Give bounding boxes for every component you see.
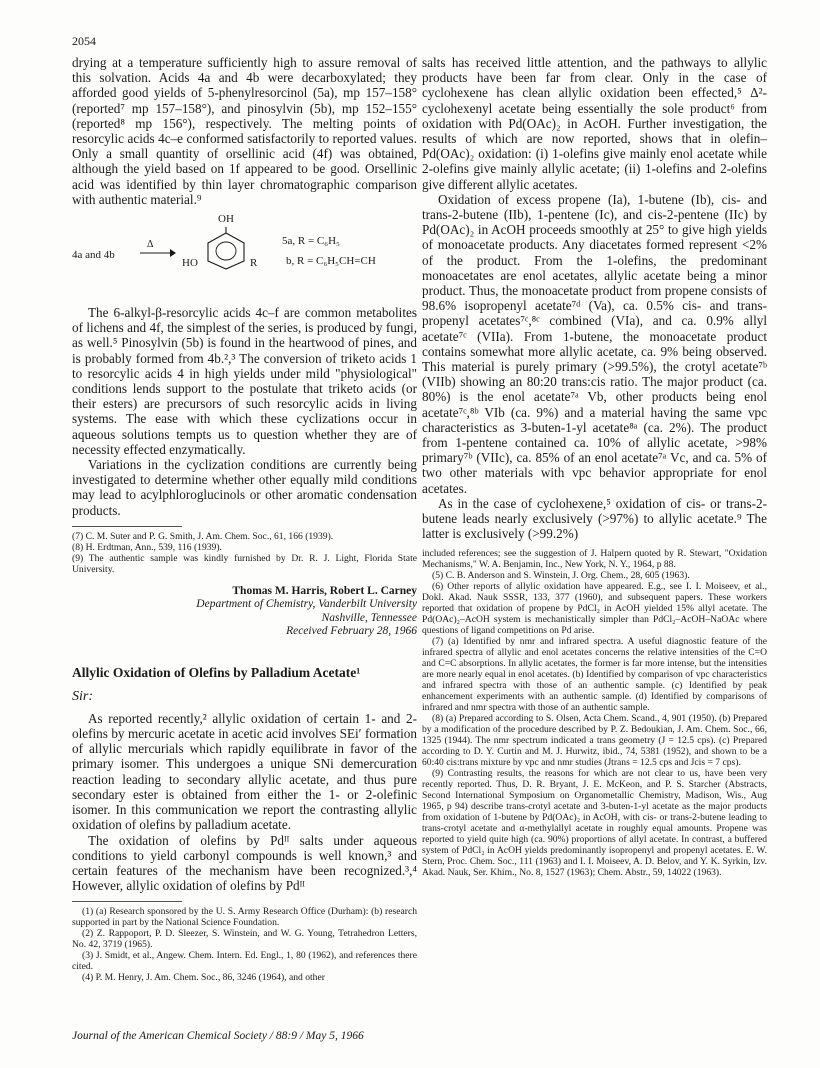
page-number: 2054 bbox=[72, 34, 96, 48]
substituent-5b: b, R = C₆H₅CH=CH bbox=[286, 255, 376, 268]
footnote-8: (8) H. Erdtman, Ann., 539, 116 (1939). bbox=[72, 541, 222, 553]
received-date: Received February 28, 1966 bbox=[286, 625, 417, 638]
footnote-9: (9) The authentic sample was kindly furnished by Dr. R. J. Light, Florida State University. bbox=[72, 552, 417, 575]
ho-label: HO bbox=[182, 257, 198, 270]
signature-block bbox=[72, 585, 417, 639]
left-paragraph-3: Variations in the cyclization conditions are currently being investigated to determine whether other equally mild conditions may lead to acylphloroglucinols or other aromatic condensation products. bbox=[72, 457, 417, 518]
footnote-2: (2) Z. Rappoport, P. D. Sleezer, S. Winstein, and W. G. Young, Tetrahedron Letters, No. 42, 3719 (1965). bbox=[72, 928, 417, 951]
left-column bbox=[72, 55, 417, 983]
footnote-4-cont: included references; see the suggestion of J. Halpern quoted by R. Stewart, "Oxidation Mechanisms," W. A. Benjamin, Inc., New York, N. Y., 1964, p 88. bbox=[422, 547, 767, 570]
right-column bbox=[422, 55, 767, 878]
author-names: Thomas M. Harris, Robert L. Carney bbox=[232, 584, 417, 597]
footnote-rule bbox=[72, 526, 182, 527]
right-paragraph-2: Oxidation of excess propene (Ia), 1-butene (Ib), cis- and trans-2-butene (IIb), 1-pentene (Ic), and cis-2-pentene (IIc) by Pd(OAc)₂ in AcOH proceeds smoothly at 25° to give high yields of monoacetate products. Any diacetates formed represent <2% of the product. From the 1-olefins, the predominant monoacetates are enol acetates, allylic acetate being a minor product. Thus, the monoacetate product from propene consists of 98.6% isopropenyl acetate⁷ᵈ (Va), ca. 0.5% cis- and trans-propenyl acetates⁷ᶜ,⁸ᶜ combined (VIa), and ca. 0.9% allyl acetate⁷ᶜ (VIIa). From 1-butene, the monoacetate product contains somewhat more allylic acetate, ca. 9% being observed. This material is purely primary (>99.5%), the crotyl acetate⁷ᵇ (VIIb) showing an 80:20 trans:cis ratio. The major product (ca. 80%) is the enol acetate⁷ᵃ Vb, other products being enol acetate⁷ᶜ,⁸ᵇ VIb (ca. 9%) and a material having the same vpc characteristics as 3-buten-1-yl acetate⁸ᵃ (ca. 2%). The product from 1-pentene contained ca. 10% of allylic acetate, >98% primary⁷ᵇ (VIIc), ca. 85% of an enol acetate⁷ᵃ Vc, and ca. 5% of two other materials with vpc behavior appropriate for enol acetates. bbox=[422, 191, 767, 496]
salutation: Sir: bbox=[72, 688, 93, 704]
benzene-ring-icon bbox=[202, 225, 254, 271]
footnote-7-detail: (7) (a) Identified by nmr and infrared spectra. A useful diagnostic feature of the infrared spectra of allylic and enol acetates concerns the relative intensities of the C=O and C=C absorptions. In allylic acetates, the former is far more intense, but the intensities are more nearly equal in enol acetates. (b) Identified by comparison of vpc characteristics and infrared spectra with those of an authentic sample. (c) Identified by peak enhancement experiments with an authentic sample. (d) Identified by comparisons of infrared and nmr spectra with those of an authentic sample. bbox=[422, 635, 767, 713]
footnote-5: (5) C. B. Anderson and S. Winstein, J. Org. Chem., 28, 605 (1963). bbox=[432, 569, 690, 581]
footnote-8-detail: (8) (a) Prepared according to S. Olsen, Acta Chem. Scand., 4, 901 (1950). (b) Prepared by a modification of the procedure described by P. Z. Bedoukian, J. Am. Chem. Soc., 66, 1325 (1944). The nmr spectrum indicated a trans geometry (J = 12.5 cps). (c) Prepared according to D. Y. Curtin and M. J. Hurwitz, ibid., 74, 5381 (1952), and shown to be a 60:40 cis:trans mixture by vpc and nmr studies (Jtrans = 12.5 cps and Jcis = 7 cps). bbox=[422, 712, 767, 768]
footnote-rule-2 bbox=[72, 901, 182, 902]
footnote-3: (3) J. Smidt, et al., Angew. Chem. Intern. Ed. Engl., 1, 80 (1962), and references there cited. bbox=[72, 950, 417, 973]
city: Nashville, Tennessee bbox=[321, 611, 417, 624]
footnote-1: (1) (a) Research sponsored by the U. S. Army Research Office (Durham): (b) research supported in part by the National Science Foundation. bbox=[72, 906, 417, 929]
left-paragraph-4: As reported recently,² allylic oxidation of certain 1- and 2-olefins by mercuric acetate in acetic acid involves SEi′ formation of allylic mercurials which rapidly equilibrate in favor of the primary isomer. This undergoes a unique SNi demercuration reaction leading to secondary allylic acetate, and thus pure secondary ester is obtained from either the 1- or 2-olefinic isomer. In this communication we report the contrasting allylic oxidation of olefins by palladium acetate. bbox=[72, 710, 417, 833]
heat-symbol: Δ bbox=[147, 239, 154, 251]
substituent-5a: 5a, R = C₆H₅ bbox=[282, 235, 340, 248]
right-paragraph-3: As in the case of cyclohexene,⁵ oxidation of cis- or trans-2-butene leads nearly exclusively (>97%) to allylic acetate.⁹ The latter is exclusively (>99.2%) bbox=[422, 495, 767, 542]
reactant-label: 4a and 4b bbox=[72, 249, 115, 262]
footnote-4: (4) P. M. Henry, J. Am. Chem. Soc., 86, 3246 (1964), and other bbox=[82, 972, 325, 984]
footnote-7: (7) C. M. Suter and P. G. Smith, J. Am. Chem. Soc., 61, 166 (1939). bbox=[72, 530, 334, 542]
left-paragraph-5: The oxidation of olefins by Pdᴵᴵ salts under aqueous conditions to yield carbonyl compounds is well known,³ and certain features of the mechanism have been recognized.³,⁴ However, allylic oxidation of olefins by Pdᴵᴵ bbox=[72, 832, 417, 894]
reaction-arrow-icon bbox=[138, 247, 178, 259]
hydroxyl-label: OH bbox=[218, 213, 234, 226]
department: Department of Chemistry, Vanderbilt University bbox=[196, 598, 417, 611]
reaction-scheme bbox=[72, 211, 417, 299]
r-group-label: R bbox=[250, 257, 258, 270]
article-title: Allylic Oxidation of Olefins by Palladium Acetate¹ bbox=[72, 664, 361, 680]
journal-footer: Journal of the American Chemical Society / 88:9 / May 5, 1966 bbox=[72, 1030, 364, 1042]
footnote-9-detail: (9) Contrasting results, the reasons for which are not clear to us, have been very recently reported. Thus, D. R. Bryant, J. E. McKeon, and P. S. Starcher (Abstracts, Second International Symposium on Organometallic Chemistry, Madison, Wis., Aug 1965, p 94) describe trans-crotyl acetate and 3-buten-1-yl acetate as the major products from oxidation of 1-butene by Pd(OAc)₂ in AcOH, with cis- or trans-2-butene leading to trans-crotyl acetate and α-methylallyl acetate in roughly equal amounts. Propene was reported to yield quite high (ca. 90%) proportions of allyl acetate. In contrast, a buffered system of PdCl₂ in AcOH yields predominantly isopropenyl and propenyl acetates. E. W. Stern, Proc. Chem. Soc., 111 (1963) and I. I. Moiseev, A. D. Belov, and Y. K. Syrkin, Izv. Akad. Nauk, Ser. Khim., No. 8, 1527 (1963); Chem. Abstr., 59, 14022 (1963). bbox=[422, 767, 767, 878]
right-paragraph-1: salts has received little attention, and the pathways to allylic products have been far from clear. Only in the case of cyclohexene has clean allylic oxidation been effected,⁵ Δ²-cyclohexenyl acetate being essentially the sole product⁶ from oxidation with Pd(OAc)₂ in AcOH. Further investigation, the results of which are now reported, shows that in olefin–Pd(OAc)₂ oxidation: (i) 1-olefins give mainly enol acetate while 2-olefins give mainly allylic acetate; (ii) 1-olefins and 2-olefins give different allylic acetates. bbox=[422, 55, 767, 192]
footnote-6: (6) Other reports of allylic oxidation have appeared. E.g., see I. I. Moiseev, et al., Dokl. Akad. Nauk SSSR, 133, 377 (1960), and subsequent papers. These workers reported that oxidation of propene by PdCl₂ in AcOH yielded 15% allyl acetate. The Pd(OAc)₂–AcOH system is mechanistically simpler than PdCl₂–AcOH–NaOAc where questions of ligand competitions on Pd arise. bbox=[422, 580, 767, 636]
left-paragraph-2: The 6-alkyl-β-resorcylic acids 4c–f are common metabolites of lichens and 4f, the simplest of the series, is produced by fungi, as well.⁵ Pinosylvin (5b) is found in the heartwood of pines, and is probably formed from 4b.²,³ The conversion of triketo acids 1 to resorcylic acids 4 in high yields under mild "physiological" conditions lends support to the postulate that triketo acids (or their esters) are precursors of such resorcylic acids in living systems. The ease with which these cyclizations occur in aqueous solutions tempts us to question whether they are of necessity effected enzymatically. bbox=[72, 305, 417, 457]
left-paragraph-1: drying at a temperature sufficiently high to assure removal of this solvation. Acids 4a and 4b were decarboxylated; they afforded good yields of 5-phenylresorcinol (5a), mp 157–158° (reported⁷ mp 157–158°), and pinosylvin (5b), mp 152–155° (reported⁸ mp 156°), respectively. The melting points of resorcylic acids 4c–e conformed satisfactorily to reported values. Only a small quantity of orsellinic acid (4f) was obtained, although the yield based on 1f appeared to be good. Orsellinic acid was identified by thin layer chromatographic comparison with authentic material.⁹ bbox=[72, 55, 417, 207]
